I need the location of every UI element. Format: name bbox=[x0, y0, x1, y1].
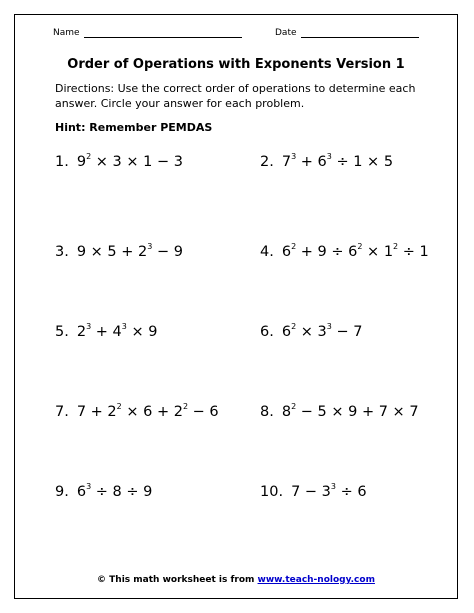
expression-part: × 1 bbox=[362, 244, 394, 260]
footer-text: © This math worksheet is from bbox=[97, 575, 258, 585]
expression-part: − 9 bbox=[152, 244, 183, 260]
problem-4 bbox=[260, 244, 429, 260]
expression-part: 6 bbox=[281, 324, 292, 340]
exponent: 2 bbox=[182, 402, 189, 411]
expression-part: + 9 ÷ 6 bbox=[296, 244, 358, 260]
problem-number: 5. bbox=[55, 324, 69, 340]
problem-1 bbox=[55, 154, 183, 170]
expression-part: 7 bbox=[281, 154, 292, 170]
date-line bbox=[301, 28, 419, 38]
date-field bbox=[275, 28, 419, 38]
name-line bbox=[84, 28, 242, 38]
exponent: 2 bbox=[291, 322, 297, 331]
exponent: 2 bbox=[116, 402, 122, 411]
problem-number: 6. bbox=[260, 324, 274, 340]
problem-2 bbox=[260, 154, 393, 170]
expression-part: 8 bbox=[281, 404, 292, 420]
footer bbox=[15, 575, 457, 585]
exponent: 2 bbox=[393, 242, 399, 251]
worksheet-title: Order of Operations with Exponents Version 1 bbox=[67, 57, 405, 72]
expression-part: 7 − 3 bbox=[291, 484, 331, 500]
hint-text: Hint: Remember PEMDAS bbox=[55, 121, 213, 134]
expression-part: ÷ 6 bbox=[335, 484, 367, 500]
expression-part: 2 bbox=[76, 324, 87, 340]
expression-part: + 4 bbox=[91, 324, 122, 340]
expression-part: ÷ 8 ÷ 9 bbox=[91, 484, 153, 500]
name-label: Name bbox=[53, 28, 80, 38]
problem-number: 2. bbox=[260, 154, 274, 170]
exponent: 2 bbox=[291, 242, 297, 251]
expression-part: − 7 bbox=[331, 324, 363, 340]
problem-number: 1. bbox=[55, 154, 69, 170]
problem-6 bbox=[260, 324, 362, 340]
footer-link[interactable]: www.teach-nology.com bbox=[257, 575, 375, 585]
expression-part: × 3 bbox=[296, 324, 327, 340]
problem-number: 8. bbox=[260, 404, 274, 420]
problem-number: 10. bbox=[260, 484, 284, 500]
expression-part: 6 bbox=[281, 244, 292, 260]
expression-part: 9 × 5 + 2 bbox=[76, 244, 148, 260]
exponent: 3 bbox=[326, 152, 332, 161]
expression-part: − 5 × 9 + 7 × 7 bbox=[296, 404, 419, 420]
problem-10 bbox=[260, 484, 367, 500]
problem-5 bbox=[55, 324, 157, 340]
problem-9 bbox=[55, 484, 152, 500]
expression-part: ÷ 1 bbox=[398, 244, 429, 260]
exponent: 3 bbox=[86, 322, 92, 331]
exponent: 3 bbox=[291, 152, 297, 161]
expression-part: ÷ 1 × 5 bbox=[331, 154, 394, 170]
expression-part: × 9 bbox=[126, 324, 158, 340]
date-label: Date bbox=[275, 28, 297, 38]
exponent: 3 bbox=[147, 242, 153, 251]
directions-text: Directions: Use the correct order of operations to determine each answer. Circle your answer for each problem. bbox=[55, 82, 416, 110]
problem-number: 7. bbox=[55, 404, 69, 420]
expression-part: 9 bbox=[76, 154, 87, 170]
exponent: 3 bbox=[330, 482, 336, 491]
expression-part: − 6 bbox=[188, 404, 219, 420]
name-field bbox=[53, 28, 242, 38]
problem-number: 9. bbox=[55, 484, 69, 500]
expression-part: × 6 + 2 bbox=[121, 404, 183, 420]
problem-8 bbox=[260, 404, 419, 420]
exponent: 2 bbox=[357, 242, 363, 251]
problem-7 bbox=[55, 404, 219, 420]
expression-part: + 6 bbox=[296, 154, 327, 170]
problem-number: 4. bbox=[260, 244, 274, 260]
exponent: 3 bbox=[86, 482, 92, 491]
exponent: 2 bbox=[291, 402, 297, 411]
expression-part: 6 bbox=[76, 484, 87, 500]
expression-part: × 3 × 1 − 3 bbox=[91, 154, 183, 170]
expression-part: 7 + 2 bbox=[76, 404, 117, 420]
exponent: 3 bbox=[121, 322, 127, 331]
exponent: 3 bbox=[326, 322, 332, 331]
problem-3 bbox=[55, 244, 183, 260]
problem-number: 3. bbox=[55, 244, 69, 260]
exponent: 2 bbox=[86, 152, 92, 161]
worksheet-page bbox=[14, 14, 458, 599]
